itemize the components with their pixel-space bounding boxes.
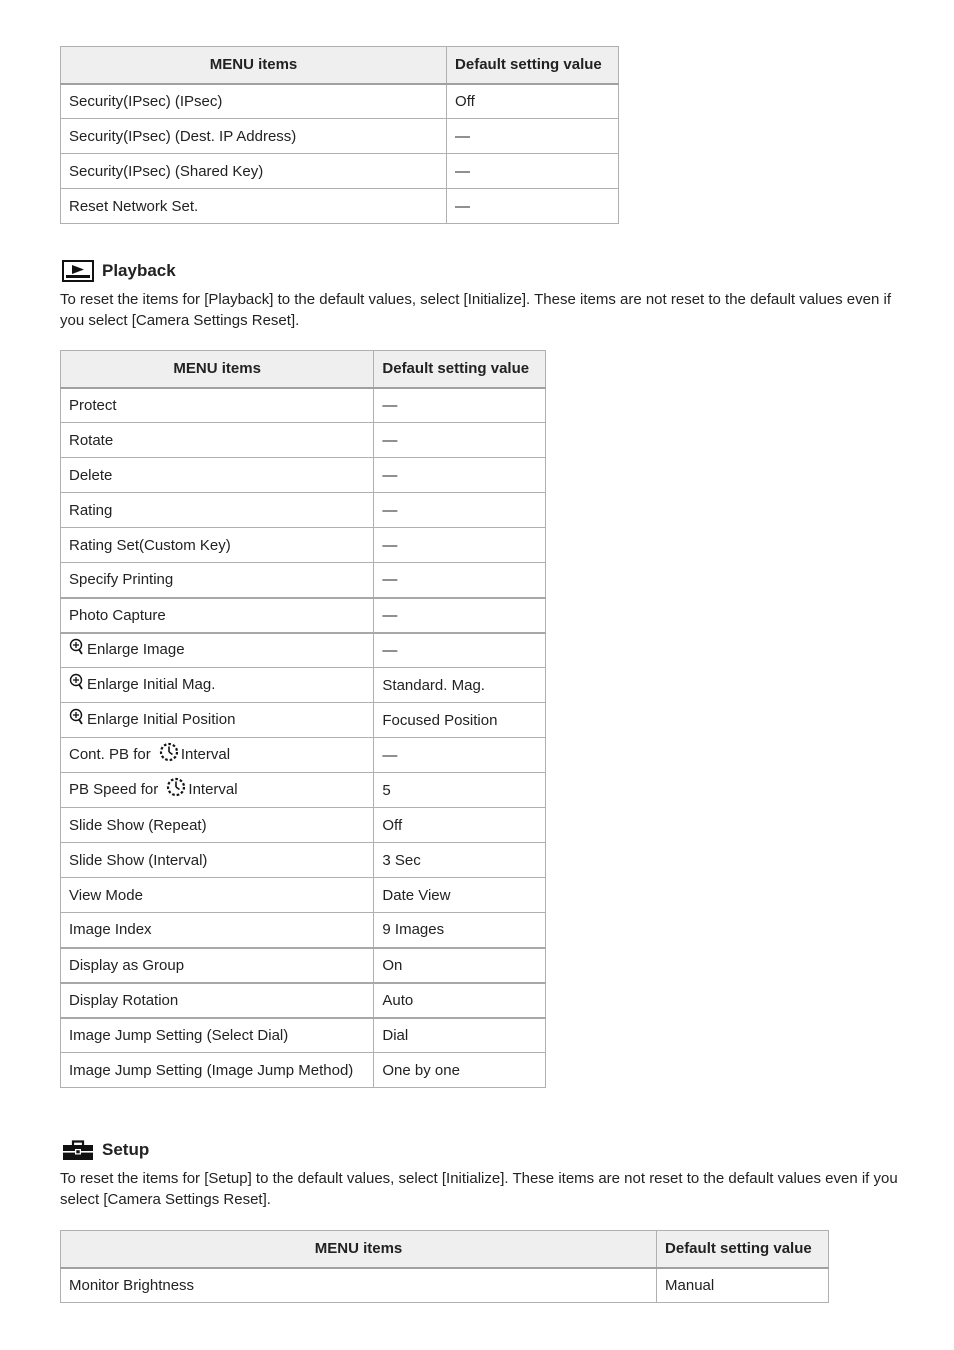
menu-item-cell: Security(IPsec) (Shared Key) (61, 154, 447, 189)
menu-item-cell (61, 773, 374, 808)
menu-item-prefix: PB Speed for (69, 780, 159, 798)
menu-item-cell: Delete (61, 458, 374, 493)
table-row (61, 1053, 546, 1088)
default-value-cell: — (374, 388, 546, 423)
default-value-cell: — (374, 563, 546, 598)
menu-item-label: Interval (180, 745, 231, 763)
table-row (61, 983, 546, 1018)
column-header-default-value: Default setting value (657, 1231, 829, 1268)
default-value-cell: Standard. Mag. (374, 668, 546, 703)
section-description: To reset the items for [Setup] to the default values, select [Initialize]. These items are not reset to the default values even if you select [Camera Settings Reset]. (60, 1170, 898, 1208)
default-value-cell: Manual (657, 1268, 829, 1303)
table-row (61, 388, 546, 423)
section-heading-setup (62, 1139, 149, 1161)
default-value-cell: One by one (374, 1053, 546, 1088)
table-row (61, 633, 546, 668)
menu-item-cell: Display Rotation (61, 983, 374, 1018)
default-value-cell: Off (374, 808, 546, 843)
table-row (61, 458, 546, 493)
menu-item-cell: Rating (61, 493, 374, 528)
default-value-cell: — (374, 528, 546, 563)
menu-item-cell: Slide Show (Interval) (61, 843, 374, 878)
interval-timer-icon (166, 777, 186, 801)
section-heading-playback (62, 260, 176, 282)
menu-item-cell: Image Index (61, 913, 374, 948)
default-value-cell: — (374, 598, 546, 633)
menu-item-cell (61, 738, 374, 773)
default-value-cell: Dial (374, 1018, 546, 1053)
menu-item-cell: Reset Network Set. (61, 189, 447, 224)
interval-timer-icon (159, 742, 179, 766)
table-row (61, 703, 546, 738)
default-value-cell: — (374, 633, 546, 668)
table-header-row (61, 1231, 829, 1268)
default-value-cell: — (374, 458, 546, 493)
menu-item-cell: Specify Printing (61, 563, 374, 598)
table-row (61, 668, 546, 703)
menu-item-label: Interval (188, 780, 238, 798)
menu-item-label: Enlarge Initial Position (87, 710, 236, 728)
column-header-menu-items: MENU items (61, 351, 374, 388)
table-row (61, 528, 546, 563)
menu-item-cell: Security(IPsec) (IPsec) (61, 84, 447, 119)
section-title: Playback (102, 261, 176, 280)
setup-settings-table (60, 1230, 829, 1303)
menu-item-cell: Image Jump Setting (Select Dial) (61, 1018, 374, 1053)
column-header-default-value: Default setting value (447, 47, 619, 84)
default-value-cell: — (374, 423, 546, 458)
toolbox-icon (62, 1139, 94, 1161)
table-row (61, 843, 546, 878)
column-header-default-value: Default setting value (374, 351, 546, 388)
table-row (61, 563, 546, 598)
menu-item-cell (61, 668, 374, 703)
menu-item-label: Enlarge Image (87, 641, 185, 659)
table-row (61, 493, 546, 528)
table-row (61, 84, 619, 119)
table-header-row (61, 351, 546, 388)
default-value-cell: — (447, 154, 619, 189)
table-row (61, 423, 546, 458)
menu-item-cell: Rating Set(Custom Key) (61, 528, 374, 563)
network-settings-table (60, 46, 619, 224)
table-row (61, 598, 546, 633)
default-value-cell: 3 Sec (374, 843, 546, 878)
default-value-cell: Auto (374, 983, 546, 1018)
magnify-icon (69, 637, 85, 661)
magnify-icon (69, 707, 85, 731)
section-title: Setup (102, 1140, 150, 1159)
default-value-cell: Focused Position (374, 703, 546, 738)
menu-item-cell: Display as Group (61, 948, 374, 983)
menu-item-cell (61, 633, 374, 668)
column-header-menu-items: MENU items (61, 1231, 657, 1268)
default-value-cell: Off (447, 84, 619, 119)
table-row (61, 808, 546, 843)
table-row (61, 1268, 829, 1303)
default-value-cell: — (374, 738, 546, 773)
table-row (61, 154, 619, 189)
section-description: To reset the items for [Playback] to the default values, select [Initialize]. These items are not reset to the default values even if you select [Camera Settings Reset]. (60, 291, 891, 329)
column-header-menu-items: MENU items (61, 47, 447, 84)
menu-item-cell (61, 703, 374, 738)
table-row (61, 189, 619, 224)
default-value-cell: On (374, 948, 546, 983)
default-value-cell: 5 (374, 773, 546, 808)
table-row (61, 1018, 546, 1053)
playback-icon (62, 260, 94, 282)
menu-item-label: Enlarge Initial Mag. (87, 675, 216, 693)
menu-item-cell: Monitor Brightness (61, 1268, 657, 1303)
table-row (61, 738, 546, 773)
menu-item-cell: Image Jump Setting (Image Jump Method) (61, 1053, 374, 1088)
default-value-cell: — (447, 189, 619, 224)
default-value-cell: Date View (374, 878, 546, 913)
magnify-icon (69, 672, 85, 696)
table-row (61, 773, 546, 808)
table-row (61, 878, 546, 913)
default-value-cell: — (447, 119, 619, 154)
menu-item-cell: Rotate (61, 423, 374, 458)
menu-item-cell: Protect (61, 388, 374, 423)
menu-item-prefix: Cont. PB for (69, 745, 151, 763)
table-row (61, 948, 546, 983)
table-header-row (61, 47, 619, 84)
table-row (61, 119, 619, 154)
default-value-cell: — (374, 493, 546, 528)
menu-item-cell: Security(IPsec) (Dest. IP Address) (61, 119, 447, 154)
menu-item-cell: Slide Show (Repeat) (61, 808, 374, 843)
menu-item-cell: Photo Capture (61, 598, 374, 633)
table-row (61, 913, 546, 948)
default-value-cell: 9 Images (374, 913, 546, 948)
menu-item-cell: View Mode (61, 878, 374, 913)
playback-settings-table (60, 350, 546, 1088)
